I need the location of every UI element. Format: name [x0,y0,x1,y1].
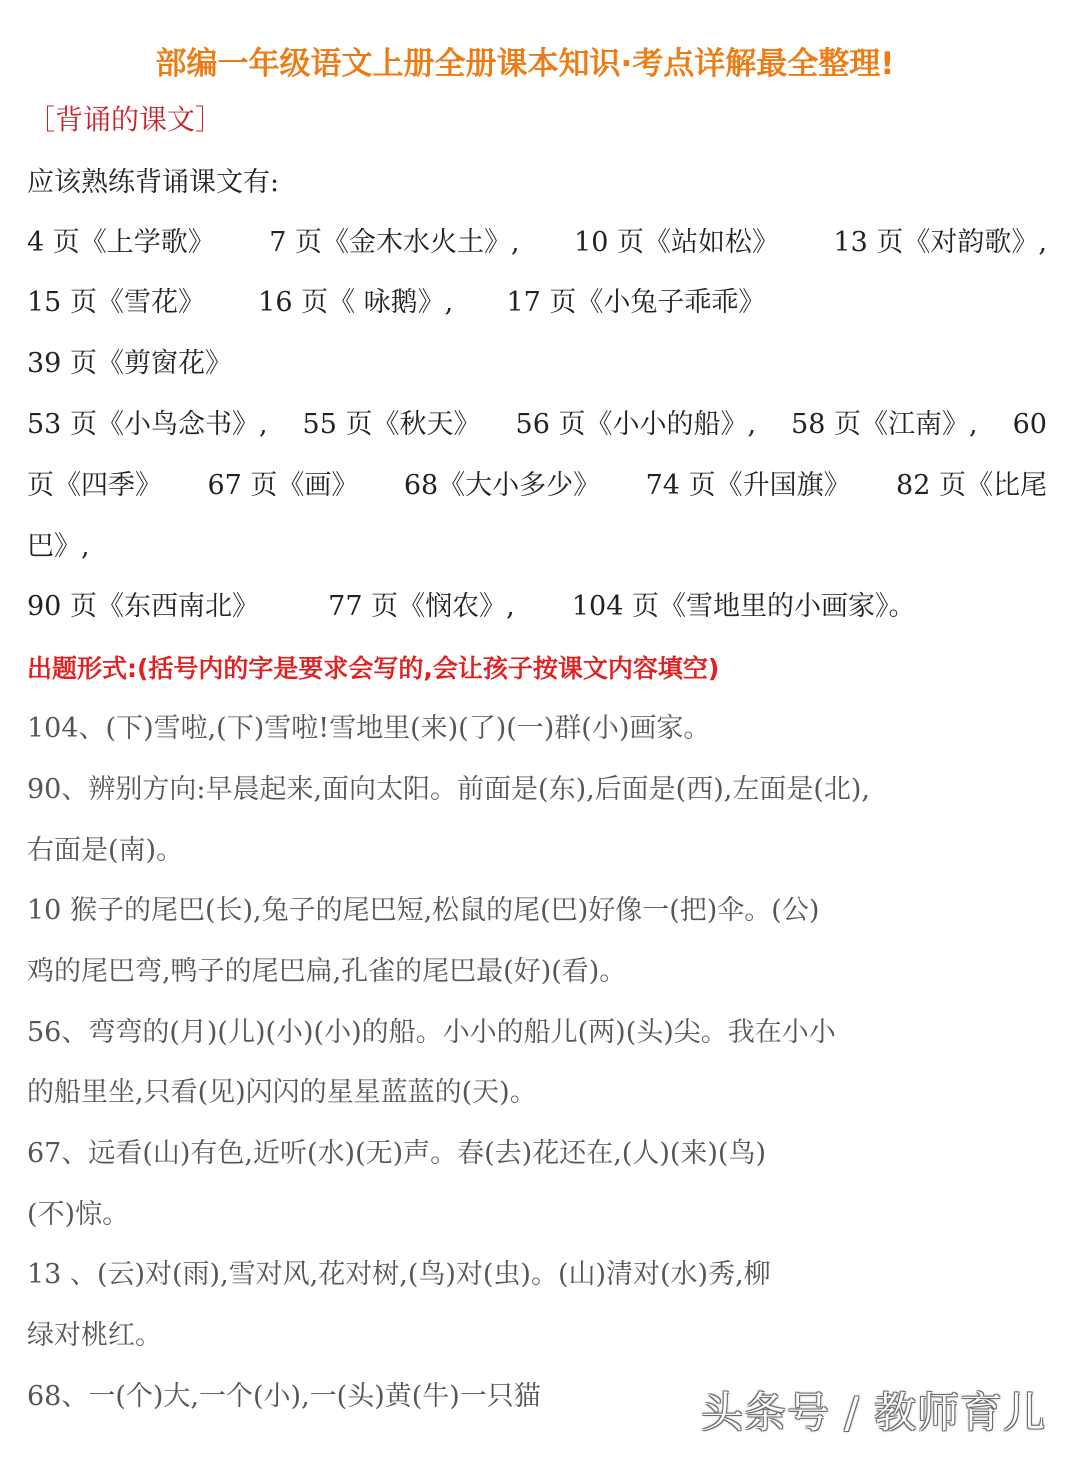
recite-item: 53 页《小鸟念书》, [27,409,268,440]
recite-item: 77 页《悯农》, [328,591,515,622]
exercise-line: 68、一(个)大,一个(小),一(头)黄(牛)一只猫 [27,1381,541,1412]
recite-item: 60 [1012,409,1047,440]
recite-item: 10 页《站如松》 [574,227,779,258]
recite-row [27,468,1047,504]
exercise-line: 67、远看(山)有色,近听(水)(无)声。春(去)花还在,(人)(来)(鸟) [27,1138,766,1169]
recite-item: 页《四季》 [27,470,162,501]
recite-item: 82 页《比尾 [896,470,1047,501]
recite-item: 55 页《秋天》 [302,409,481,440]
recite-item: 16 页《 咏鹅》, [258,287,454,318]
recite-item: 17 页《小兔子乖乖》 [506,287,766,318]
section-heading-recite: ［背诵的课文］ [27,103,224,136]
intro-text: 应该熟练背诵课文有: [27,167,280,198]
exercise-line: (不)惊。 [27,1199,130,1230]
recite-item: 56 页《小小的船》, [515,409,757,440]
exercise-line: 104、(下)雪啦,(下)雪啦!雪地里(来)(了)(一)群(小)画家。 [27,713,711,744]
exercise-line: 90、辨别方向:早晨起来,面向太阳。前面是(东),后面是(西),左面是(北), [27,774,870,805]
format-heading: 出题形式:(括号内的字是要求会写的,会让孩子按课文内容填空) [27,654,720,683]
exercise-line: 绿对桃红。 [27,1320,162,1351]
recite-item: 90 页《东西南北》 [27,591,259,622]
exercise-line: 的船里坐,只看(见)闪闪的星星蓝蓝的(天)。 [27,1077,537,1108]
exercise-line: 鸡的尾巴弯,鸭子的尾巴扁,孔雀的尾巴最(好)(看)。 [27,956,627,987]
watermark: 头条号 / 教师育儿 [701,1388,1046,1437]
recite-item: 67 页《画》 [207,470,359,501]
exercise-line: 右面是(南)。 [27,835,184,866]
recite-row [27,529,90,565]
recite-item: 104 页《雪地里的小画家》。 [571,591,916,622]
recite-row [27,589,915,625]
recite-row [27,285,765,321]
recite-row [27,225,1047,261]
exercise-line: 56、弯弯的(月)(儿)(小)(小)的船。小小的船儿(两)(头)尖。我在小小 [27,1017,836,1048]
recite-row [27,346,232,382]
recite-item: 7 页《金木水火土》, [269,227,520,258]
recite-item: 58 页《江南》, [791,409,978,440]
exercise-line: 10 猴子的尾巴(长),兔子的尾巴短,松鼠的尾(巴)好像一(把)伞。(公) [27,895,820,926]
exercise-line: 13 、(云)对(雨),雪对风,花对树,(鸟)对(虫)。(山)清对(水)秀,柳 [27,1259,771,1290]
recite-item: 4 页《上学歌》 [27,227,215,258]
recite-item: 15 页《雪花》 [27,287,205,318]
recite-item: 巴》, [27,531,90,562]
recite-item: 13 页《对韵歌》, [833,227,1047,258]
recite-item: 74 页《升国旗》 [645,470,851,501]
recite-item: 39 页《剪窗花》 [27,348,232,379]
page-title: 部编一年级语文上册全册课本知识·考点详解最全整理! [155,46,895,82]
recite-row [27,407,1047,443]
recite-item: 68《大小多少》 [403,470,601,501]
